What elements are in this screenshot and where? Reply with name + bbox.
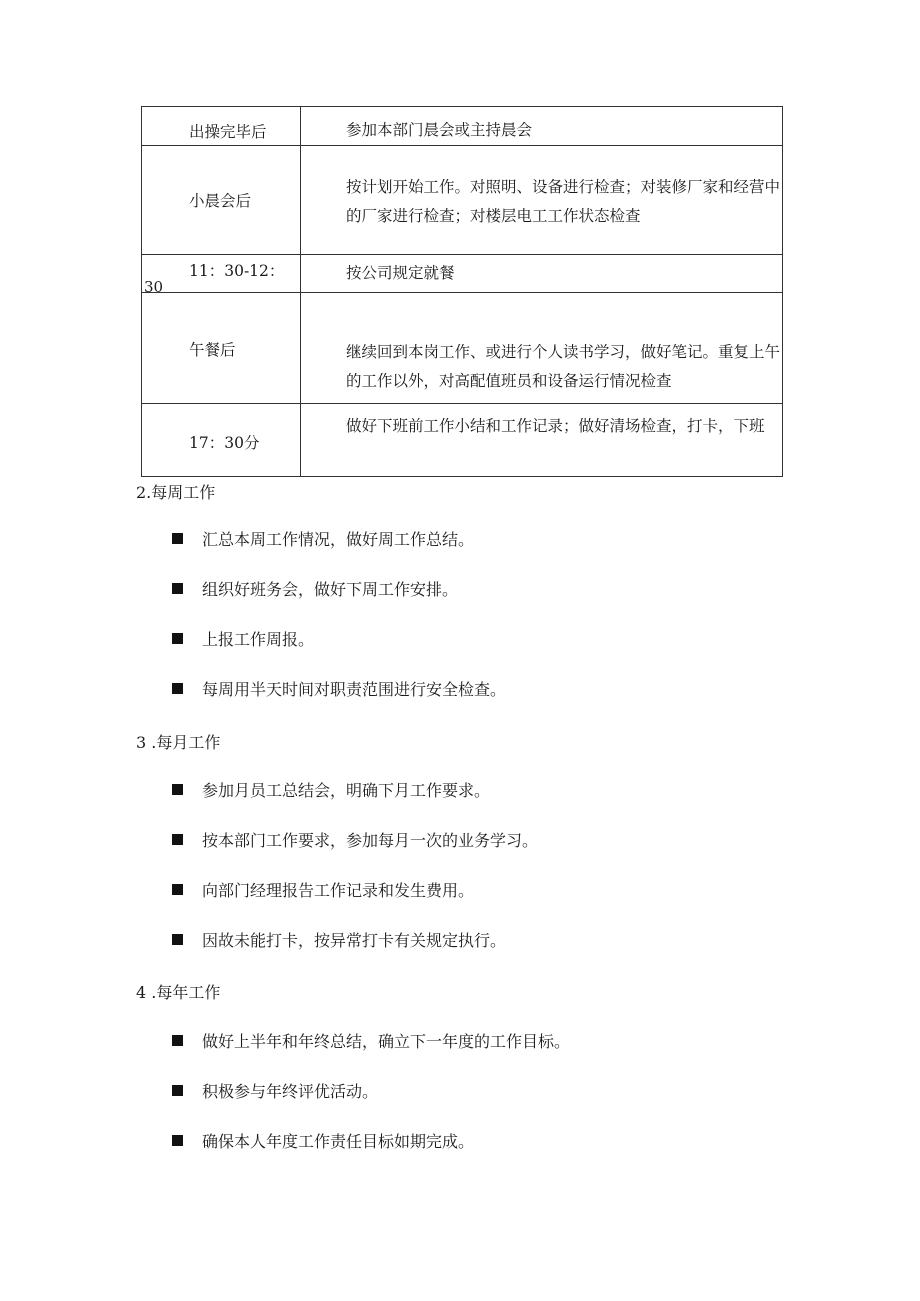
time-label: 17：30分 <box>189 434 260 452</box>
time-label-overflow: 30 <box>144 281 164 292</box>
square-bullet-icon <box>172 533 183 544</box>
list-item <box>172 828 538 851</box>
task-text: 做好下班前工作小结和工作记录；做好清场检查，打卡，下班 <box>346 417 765 435</box>
list-item-text: 每周用半天时间对职责范围进行安全检查。 <box>202 680 507 699</box>
table-row <box>142 107 783 146</box>
time-label: 小晨会后 <box>189 192 252 210</box>
list-item-text: 汇总本周工作情况，做好周工作总结。 <box>202 530 475 549</box>
time-cell <box>142 107 301 146</box>
list-item-text: 组织好班务会，做好下周工作安排。 <box>202 580 459 599</box>
task-cell <box>301 293 783 404</box>
list-item-text: 按本部门工作要求，参加每月一次的业务学习。 <box>202 831 539 850</box>
list-item <box>172 928 506 951</box>
square-bullet-icon <box>172 1135 183 1146</box>
list-item-text: 上报工作周报。 <box>202 630 315 649</box>
list-item-text: 确保本人年度工作责任目标如期完成。 <box>202 1132 475 1151</box>
section-heading-weekly: 2.每周工作 <box>136 483 216 502</box>
task-text: 按计划开始工作。对照明、设备进行检查；对装修厂家和经营中的厂家进行检查；对楼层电工工作状态检查 <box>346 178 781 225</box>
square-bullet-icon <box>172 633 183 644</box>
daily-schedule-table <box>141 106 783 477</box>
section-heading-monthly: 3 .每月工作 <box>136 733 221 752</box>
list-item <box>172 878 474 901</box>
task-text: 按公司规定就餐 <box>346 264 455 282</box>
list-item <box>172 1029 570 1052</box>
task-cell <box>301 146 783 255</box>
task-text: 继续回到本岗工作、或进行个人读书学习，做好笔记。重复上午的工作以外，对高配值班员和设备运行情况检查 <box>346 343 781 390</box>
list-item-text: 向部门经理报告工作记录和发生费用。 <box>202 881 475 900</box>
section-heading-yearly: 4 .每年工作 <box>136 983 221 1002</box>
square-bullet-icon <box>172 884 183 895</box>
list-item-text: 做好上半年和年终总结，确立下一年度的工作目标。 <box>202 1032 571 1051</box>
task-cell <box>301 107 783 146</box>
square-bullet-icon <box>172 1085 183 1096</box>
list-item <box>172 677 506 700</box>
square-bullet-icon <box>172 934 183 945</box>
table-row <box>142 146 783 255</box>
list-item-text: 积极参与年终评优活动。 <box>202 1082 379 1101</box>
list-item <box>172 1129 474 1152</box>
list-item <box>172 1079 378 1102</box>
time-label: 午餐后 <box>189 341 236 359</box>
task-text: 参加本部门晨会或主持晨会 <box>346 121 533 139</box>
task-cell <box>301 404 783 477</box>
list-item <box>172 577 458 600</box>
task-cell <box>301 255 783 293</box>
square-bullet-icon <box>172 583 183 594</box>
table-row <box>142 404 783 477</box>
time-cell <box>142 255 301 293</box>
list-item-text: 因故未能打卡，按异常打卡有关规定执行。 <box>202 931 507 950</box>
table-row <box>142 255 783 293</box>
list-item <box>172 527 474 550</box>
list-item <box>172 627 314 650</box>
square-bullet-icon <box>172 1035 183 1046</box>
list-item <box>172 778 490 801</box>
time-cell <box>142 293 301 404</box>
list-item-text: 参加月员工总结会，明确下月工作要求。 <box>202 781 491 800</box>
square-bullet-icon <box>172 834 183 845</box>
time-label: 出操完毕后 <box>189 123 267 141</box>
table-row <box>142 293 783 404</box>
time-cell <box>142 404 301 477</box>
time-cell <box>142 146 301 255</box>
square-bullet-icon <box>172 784 183 795</box>
square-bullet-icon <box>172 683 183 694</box>
time-label: 11：30-12： <box>189 262 285 280</box>
